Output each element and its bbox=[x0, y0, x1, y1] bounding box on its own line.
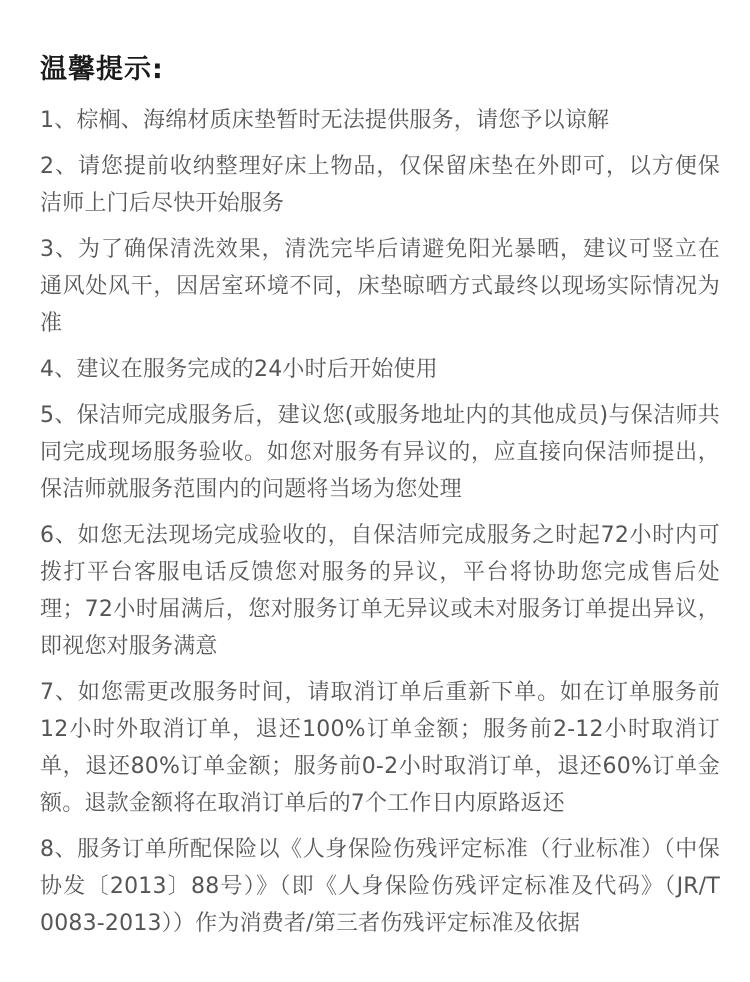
notice-panel bbox=[40, 50, 743, 951]
notice-title: 温馨提示: bbox=[40, 54, 164, 85]
notice-item-1: 1、棕榈、海绵材质床垫暂时无法提供服务，请您予以谅解 bbox=[40, 108, 610, 133]
notice-item-3: 3、为了确保清洗效果，清洗完毕后请避免阳光暴晒，建议可竖立在通风处风干，因居室环境不同，床垫晾晒方式最终以现场实际情况为准 bbox=[40, 237, 720, 336]
notice-item-6: 6、如您无法现场完成验收的，自保洁师完成服务之时起72小时内可拨打平台客服电话反馈您对服务的异议，平台将协助您完成售后处理；72小时届满后，您对服务订单无异议或未对服务订单提出异议，即视您对服务满意 bbox=[40, 523, 720, 659]
notice-item-4: 4、建议在服务完成的24小时后开始使用 bbox=[40, 357, 438, 382]
notice-item-2: 2、请您提前收纳整理好床上物品，仅保留床垫在外即可，以方便保洁师上门后尽快开始服务 bbox=[40, 154, 720, 216]
notice-item-8: 8、服务订单所配保险以《人身保险伤残评定标准（行业标准）（中保协发〔2013〕88号）》（即《人身保险伤残评定标准及代码》（JR/T 0083-2013））作为消费者/第三者伤残评定标准及依据 bbox=[40, 837, 743, 936]
notice-list bbox=[40, 102, 743, 942]
notice-item-7: 7、如您需更改服务时间，请取消订单后重新下单。如在订单服务前12小时外取消订单，退还100%订单金额；服务前2-12小时取消订单，退还80%订单金额；服务前0-2小时取消订单，退还60%订单金额。退款金额将在取消订单后的7个工作日内原路返还 bbox=[40, 680, 720, 816]
notice-item-5: 5、保洁师完成服务后，建议您(或服务地址内的其他成员)与保洁师共同完成现场服务验收。如您对服务有异议的，应直接向保洁师提出，保洁师就服务范围内的问题将当场为您处理 bbox=[40, 403, 720, 502]
